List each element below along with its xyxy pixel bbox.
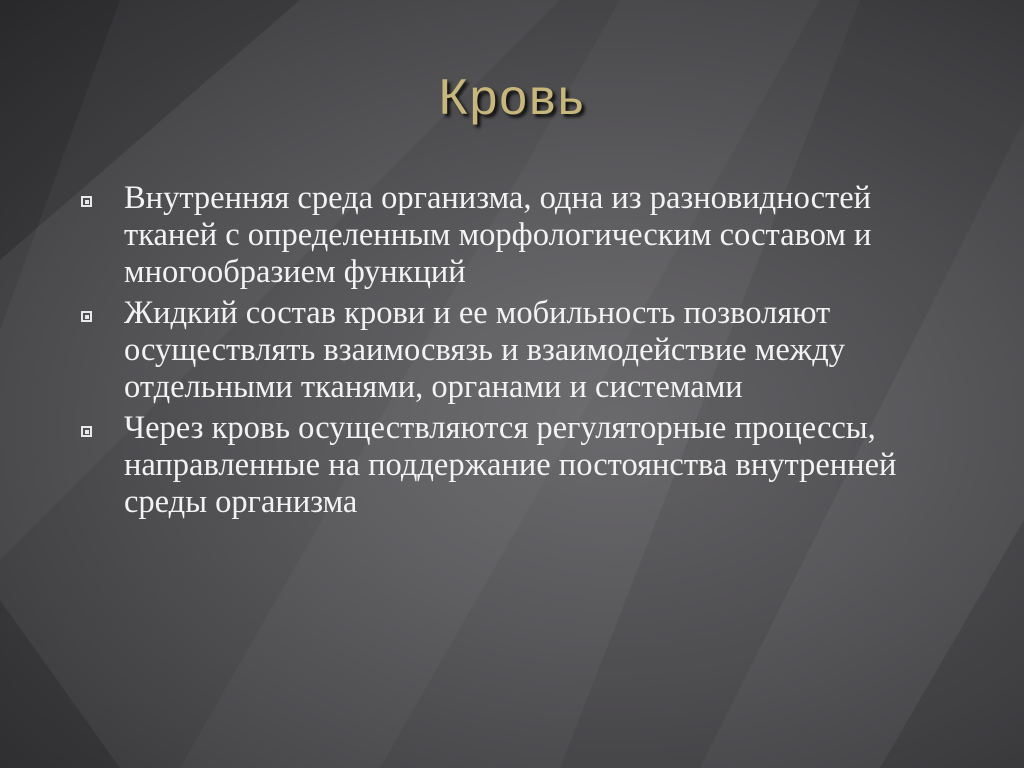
bullet-list (78, 180, 938, 525)
bullet-item (78, 180, 938, 291)
square-bullet-icon (81, 196, 92, 207)
square-bullet-icon (81, 426, 92, 437)
bullet-text: Внутренняя среда организма, одна из разновидностей тканей с определенным морфологическим составом и многообразием функций (124, 180, 872, 290)
bullet-item (78, 295, 938, 406)
bullet-item (78, 410, 938, 521)
bullet-text: Жидкий состав крови и ее мобильность позволяют осуществлять взаимосвязь и взаимодействие между отдельными тканями, органами и системами (124, 295, 846, 405)
square-bullet-icon (81, 311, 92, 322)
bullet-text: Через кровь осуществляются регуляторные процессы, направленные на поддержание постоянства внутренней среды организма (124, 410, 897, 520)
slide-title: Кровь (438, 69, 586, 125)
